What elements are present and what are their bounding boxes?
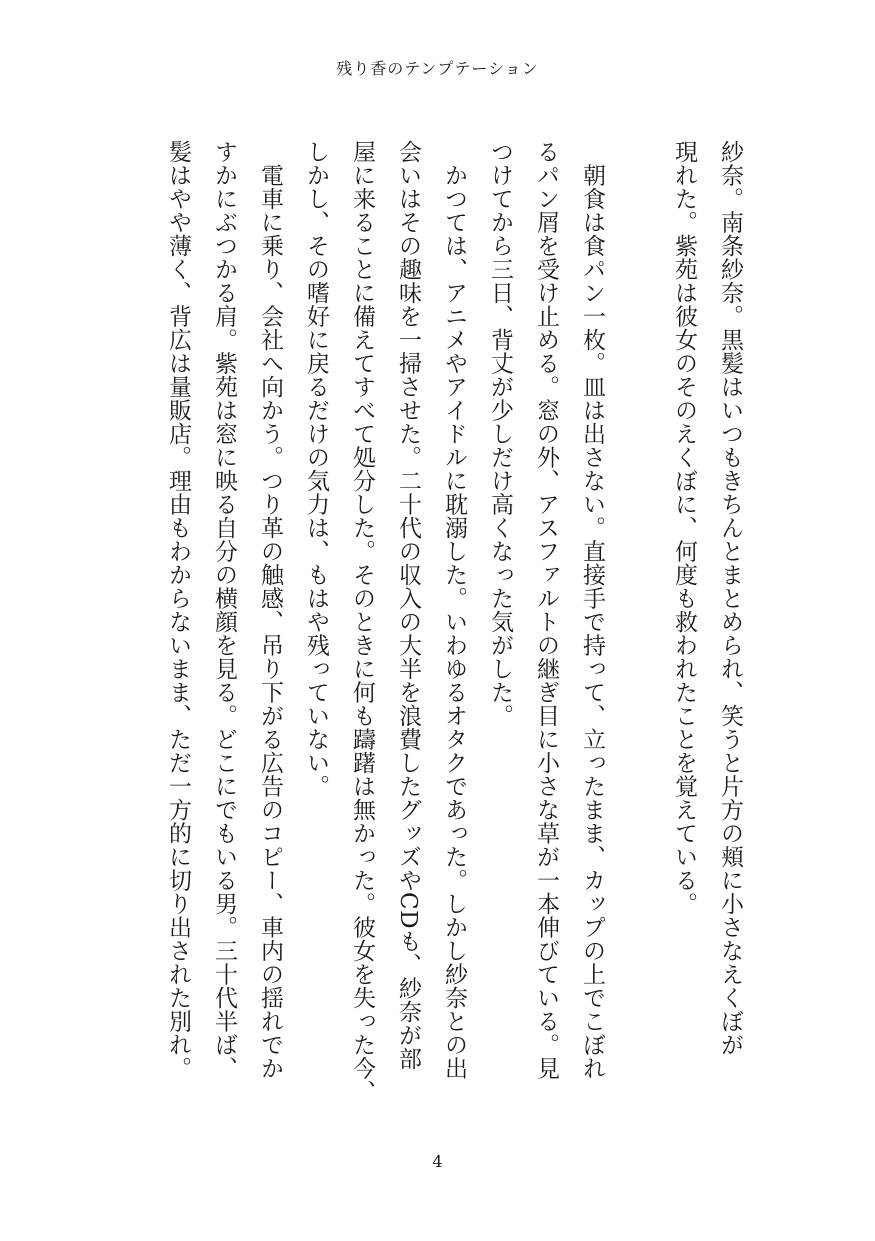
text-line: しかし、その嗜好に戻るだけの気力は、もはや残っていない。: [303, 140, 329, 798]
text-line: 紗奈。南条紗奈。黒髪はいつもきちんとまとめられ、笑うと片方の頬に小さなえくぼが: [717, 140, 743, 1057]
running-header-title: 残り香のテンプテーション: [336, 59, 539, 78]
text-line: 髪はやや薄く、背広は量販店。理由もわからないまま、ただ一方的に切り出された別れ。: [165, 140, 191, 1080]
blank-line: [615, 140, 661, 1110]
text-line: 現れた。紫苑は彼女のそのえくぼに、何度も救われたことを覚えている。: [671, 140, 697, 916]
text-line: 会いはその趣味を一掃させた。二十代の収入の大半を浪費したグッズやCDも、紗奈が部: [395, 140, 421, 1071]
text-line: つけてから三日、背丈が少しだけ高くなった気がした。: [487, 140, 513, 728]
text-line: 朝食は食パン一枚。皿は出さない。直接手で持って、立ったまま、カップの上でこぼれ: [579, 140, 605, 1080]
text-line: 屋に来ることに備えてすべて処分した。そのときに何も躊躇は無かった。彼女を失った今、: [349, 140, 375, 1104]
text-line: かつては、アニメやアイドルに耽溺した。いわゆるオタクであった。しかし紗奈との出: [441, 140, 467, 1080]
text-line: るパン屑を受け止める。窓の外、アスファルトの継ぎ目に小さな草が一本伸びている。見: [533, 140, 559, 1080]
text-line: すかにぶつかる肩。紫苑は窓に映る自分の横顔を見る。どこにでもいる男。三十代半ば、: [211, 140, 237, 1080]
vertical-body-text: [155, 140, 753, 1110]
page-number: 4: [432, 1152, 443, 1171]
text-line: 電車に乗り、会社へ向かう。つり革の触感、吊り下がる広告のコピー、車内の揺れでか: [257, 140, 283, 1080]
